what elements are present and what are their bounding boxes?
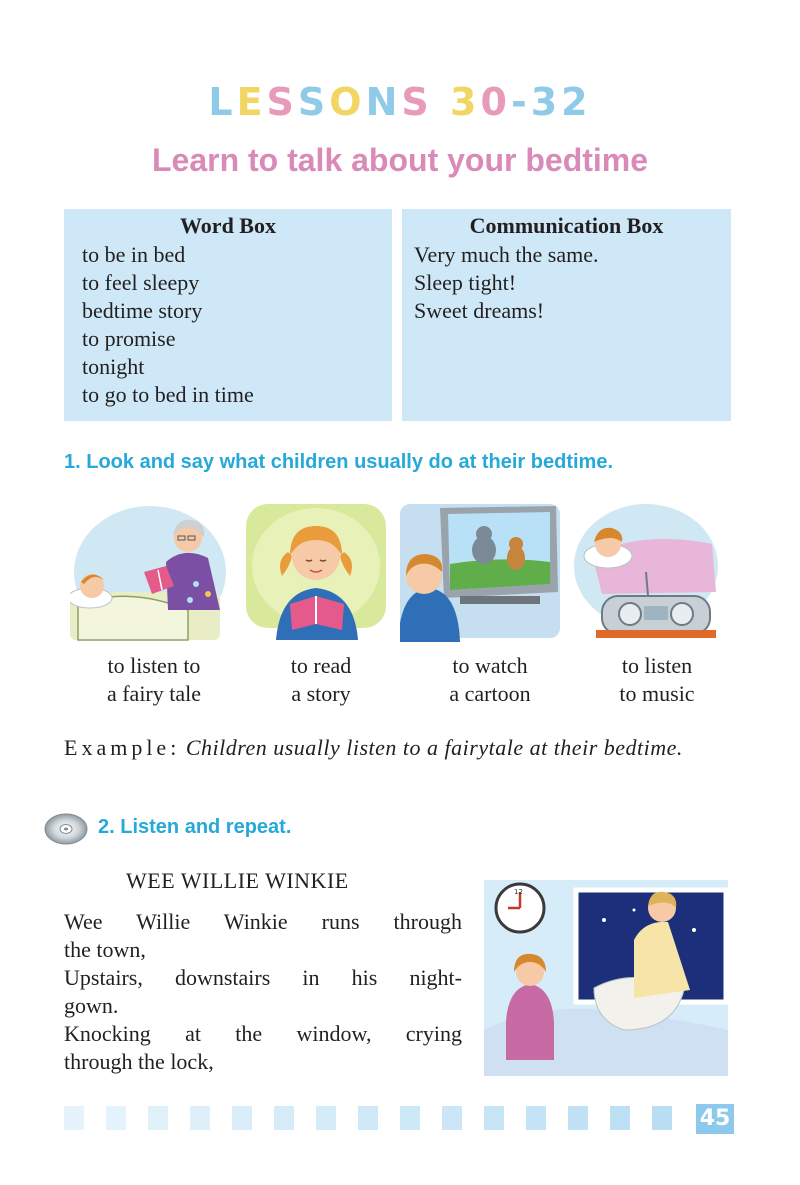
- lessons-title-letter: O: [329, 80, 366, 124]
- decorative-square: [526, 1106, 546, 1130]
- page-subtitle: Learn to talk about your bedtime: [151, 142, 649, 178]
- picture-caption: [64, 652, 244, 708]
- decorative-square: [610, 1106, 630, 1130]
- lessons-title-letter: S: [266, 80, 298, 124]
- music-illustration: [572, 500, 720, 642]
- lessons-title-letter: -: [510, 80, 531, 124]
- word-box-item: to feel sleepy: [82, 270, 200, 295]
- fairy-tale-illustration: [70, 500, 228, 642]
- page-number: 45: [696, 1104, 734, 1134]
- communication-box-item: Sleep tight!: [414, 270, 517, 295]
- lessons-title-letter: [433, 76, 450, 128]
- decorative-square: [442, 1106, 462, 1130]
- communication-box: [402, 209, 731, 421]
- word-box-item: to be in bed: [82, 242, 186, 267]
- lessons-title-letter: 3: [450, 80, 481, 124]
- caption-line: to watch: [452, 653, 528, 678]
- svg-text:12: 12: [514, 888, 523, 896]
- example-text: Children usually listen to a fairytale at their bedtime.: [185, 735, 683, 760]
- caption-line: a cartoon: [449, 681, 531, 706]
- word-box-title: Word Box: [180, 213, 276, 238]
- bedroom-illustration: [484, 880, 728, 1076]
- poem-line: the town,: [64, 937, 146, 962]
- picture-caption: [231, 652, 411, 708]
- poem-line: through the lock,: [64, 1049, 214, 1074]
- caption-line: to listen: [621, 653, 693, 678]
- cd-icon[interactable]: [44, 812, 88, 846]
- word-box-item: tonight: [82, 354, 145, 379]
- poem-text: [64, 908, 462, 1076]
- word-box-list: [64, 241, 392, 409]
- lessons-title-letter: E: [236, 80, 267, 124]
- reading-girl-illustration: [246, 500, 388, 642]
- caption-line: to listen to: [107, 653, 201, 678]
- decorative-square: [484, 1106, 504, 1130]
- poem-line: gown.: [64, 993, 119, 1018]
- lessons-title-letter: S: [297, 80, 330, 124]
- lessons-title-letter: 0: [480, 80, 511, 124]
- decorative-square: [316, 1106, 336, 1130]
- lessons-title: [0, 76, 800, 128]
- lessons-title-letter: 3: [530, 80, 562, 124]
- communication-box-item: Very much the same.: [414, 242, 599, 267]
- lessons-title-letter: S: [401, 80, 433, 124]
- caption-line: a fairy tale: [106, 681, 202, 706]
- word-box-item: bedtime story: [82, 298, 203, 323]
- caption-line: to read: [290, 653, 352, 678]
- word-box-item: to promise: [82, 326, 176, 351]
- decorative-square: [274, 1106, 294, 1130]
- decorative-square: [190, 1106, 210, 1130]
- poem-line: Upstairs, downstairs in his night-: [64, 965, 462, 990]
- decorative-square: [148, 1106, 168, 1130]
- example-sentence: [64, 734, 736, 762]
- decorative-square: [652, 1106, 672, 1130]
- example-label: Example:: [64, 735, 181, 760]
- decorative-square: [106, 1106, 126, 1130]
- communication-box-list: [402, 241, 731, 325]
- word-box: [64, 209, 392, 421]
- communication-box-title: Communication Box: [469, 213, 664, 238]
- lessons-title-letter: 2: [561, 80, 592, 124]
- task-1-instruction: 1. Look and say what children usually do at their bedtime.: [64, 451, 614, 473]
- decorative-square: [64, 1106, 84, 1130]
- caption-line: a story: [291, 681, 351, 706]
- communication-box-item: Sweet dreams!: [414, 298, 545, 323]
- picture-caption: [400, 652, 580, 708]
- decorative-square: [568, 1106, 588, 1130]
- task-2-instruction: 2. Listen and repeat.: [98, 816, 292, 838]
- word-box-item: to go to bed in time: [82, 382, 254, 407]
- picture-caption: [567, 652, 747, 708]
- lessons-title-letter: L: [208, 80, 237, 124]
- decorative-square: [232, 1106, 252, 1130]
- decorative-square: [400, 1106, 420, 1130]
- poem-title: WEE WILLIE WINKIE: [126, 868, 349, 893]
- poem-line: Wee Willie Winkie runs through: [64, 909, 462, 934]
- poem-line: Knocking at the window, crying: [64, 1021, 462, 1046]
- decorative-square: [358, 1106, 378, 1130]
- caption-line: to music: [619, 681, 695, 706]
- lessons-title-letter: N: [365, 80, 402, 124]
- watching-tv-illustration: [400, 500, 560, 642]
- decorative-squares: [64, 1106, 688, 1132]
